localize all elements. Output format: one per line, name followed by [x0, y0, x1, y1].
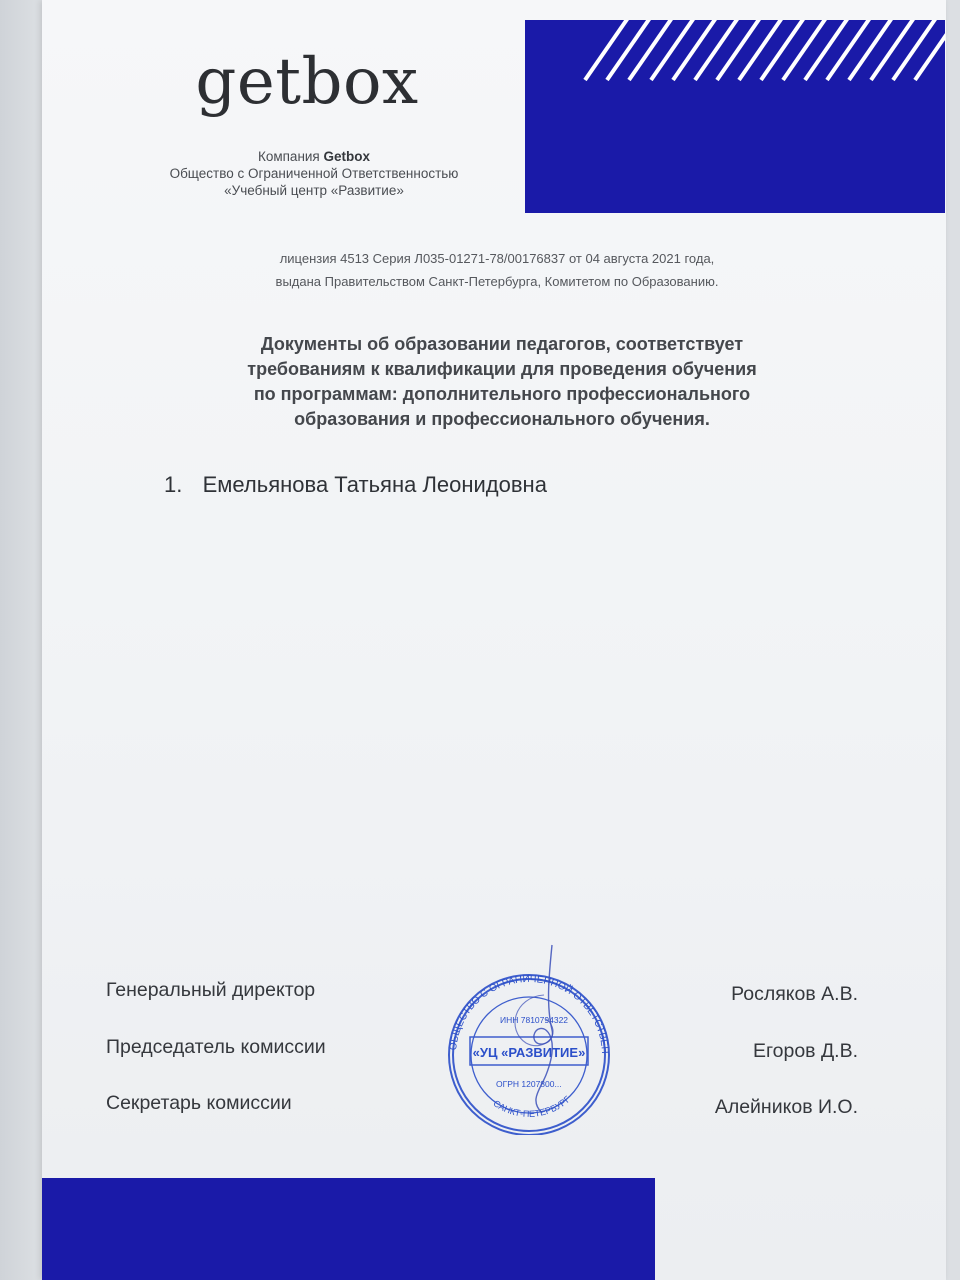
bottom-decorative-band: [42, 1178, 655, 1280]
top-decorative-band: [525, 20, 945, 213]
heading-line-3: по программам: дополнительного профессионального: [253, 384, 751, 404]
heading-line-4: образования и профессионального обучения.: [294, 409, 710, 429]
heading-line-1: Документы об образовании педагогов, соответствует: [260, 334, 744, 354]
signature-name-director: Росляков А.В.: [731, 983, 858, 1005]
company-line-1: [114, 148, 514, 165]
company-line-3: «Учебный центр «Развитие»: [224, 183, 404, 198]
license-info: [172, 247, 822, 293]
signature-role-chairman: Председатель комиссии: [106, 1036, 326, 1058]
signature-name-chairman: Егоров Д.В.: [752, 1040, 858, 1062]
company-line-2: Общество с Ограниченной Ответственностью: [169, 166, 459, 181]
stamp-inn: ИНН 7810794322: [500, 1015, 569, 1025]
company-brand: Getbox: [323, 149, 371, 164]
getbox-logo: getbox: [195, 45, 419, 119]
stamp-ogrn: ОГРН 1207800...: [496, 1079, 562, 1089]
list-item: [164, 472, 547, 498]
certificate-page: [42, 0, 946, 1280]
stamp-seal: [434, 935, 624, 1135]
heading-line-2: требованиям к квалификации для проведения обучения: [247, 359, 757, 379]
stamp-outer-text: ОБЩЕСТВО С ОГРАНИЧЕННОЙ ОТВЕТСТВЕН: [448, 973, 611, 1055]
list-item-name: Емельянова Татьяна Леонидовна: [202, 472, 547, 497]
stamp-city: САНКТ-ПЕТЕРБУРГ: [491, 1094, 573, 1119]
signature-role-director: Генеральный директор: [106, 979, 316, 1001]
diagonal-stripes: [525, 20, 945, 213]
signature-name-secretary: Алейников И.О.: [714, 1096, 858, 1118]
company-stamp: [434, 935, 624, 1140]
stamp-center-text: «УЦ «РАЗВИТИЕ»: [472, 1045, 586, 1060]
license-line-1: лицензия 4513 Серия Л035-01271-78/00176837 от 04 августа 2021 года,: [279, 251, 715, 266]
company-info: [114, 148, 514, 199]
list-item-number: 1.: [164, 472, 183, 497]
document-heading: [162, 332, 842, 432]
signature-role-secretary: Секретарь комиссии: [106, 1092, 292, 1114]
license-line-2: выдана Правительством Санкт-Петербурга, Комитетом по Образованию.: [275, 274, 719, 289]
company-prefix: Компания: [257, 149, 320, 164]
